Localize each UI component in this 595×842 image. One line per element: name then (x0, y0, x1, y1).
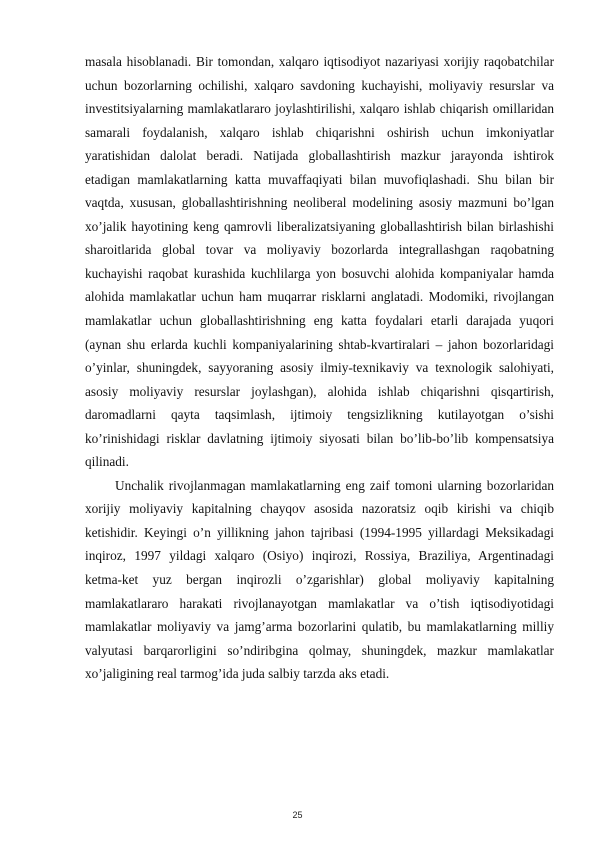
document-body (85, 50, 554, 686)
paragraph-1: masala hisoblanadi. Bir tomondan, xalqaro iqtisodiyot nazariyasi xorijiy raqobatchilar uchun bozorlarning ochilishi, xalqaro savdoning kuchayishi, moliyaviy resurslar va investitsiyalarning mamlakatlararo joylashtirilishi, xalqaro ishlab chiqarish omillaridan samarali foydalanish, xalqaro ishlab chiqarishni oshirish uchun imkoniyatlar yaratishidan dalolat beradi. Natijada globallashtirish mazkur jarayonda ishtirok etadigan mamlakatlarning katta muvaffaqiyati bilan muvofiqlashadi. Shu bilan bir vaqtda, xususan, globallashtirishning neoliberal modelining asosiy mazmuni bo’lgan xo’jalik hayotining keng qamrovli liberalizatsiyaning globallashtirish bilan birlashishi sharoitlarida global tovar va moliyaviy bozorlarda integrallashgan raqobatning kuchayishi raqobat kurashida kuchlilarga yon bosuvchi alohida kompaniyalar hamda alohida mamlakatlar uchun ham muqarrar risklarni anglatadi. Modomiki, rivojlangan mamlakatlar uchun globallashtirishning eng katta foydalari etarli darajada yuqori (aynan shu erlarda kuchli kompaniyalarining shtab-kvartiralari – jahon bozorlaridagi o’yinlar, shuningdek, sayyoraning asosiy ilmiy-texnikaviy va texnologik salohiyati, asosiy moliyaviy resurslar joylashgan), alohida ishlab chiqarishni qisqartirish, daromadlarni qayta taqsimlash, ijtimoiy tengsizlikning kutilayotgan o’sishi ko’rinishidagi risklar davlatning ijtimoiy siyosati bilan bo’lib-bo’lib kompensatsiya qilinadi. (85, 54, 554, 470)
page-number: 25 (292, 810, 303, 820)
paragraph-2: Unchalik rivojlanmagan mamlakatlarning eng zaif tomoni ularning bozorlaridan xorijiy moliyaviy kapitalning chayqov asosida nazoratsiz oqib kirishi va chiqib ketishidir. Keyingi o’n yillikning jahon tajribasi (1994-1995 yillardagi Meksikadagi inqiroz, 1997 yildagi xalqaro (Osiyo) inqirozi, Rossiya, Braziliya, Argentinadagi ketma-ket yuz bergan inqirozli o’zgarishlar) global moliyaviy kapitalning mamlakatlararo harakati rivojlanayotgan mamlakatlar va o’tish iqtisodiyotidagi mamlakatlar moliyaviy va jamg’arma bozorlarini qulatib, bu mamlakatlarning milliy valyutasi barqarorligini so’ndiribgina qolmay, shuningdek, mazkur mamlakatlar xo’jaligining real tarmog’ida juda salbiy tarzda aks etadi. (85, 477, 554, 682)
